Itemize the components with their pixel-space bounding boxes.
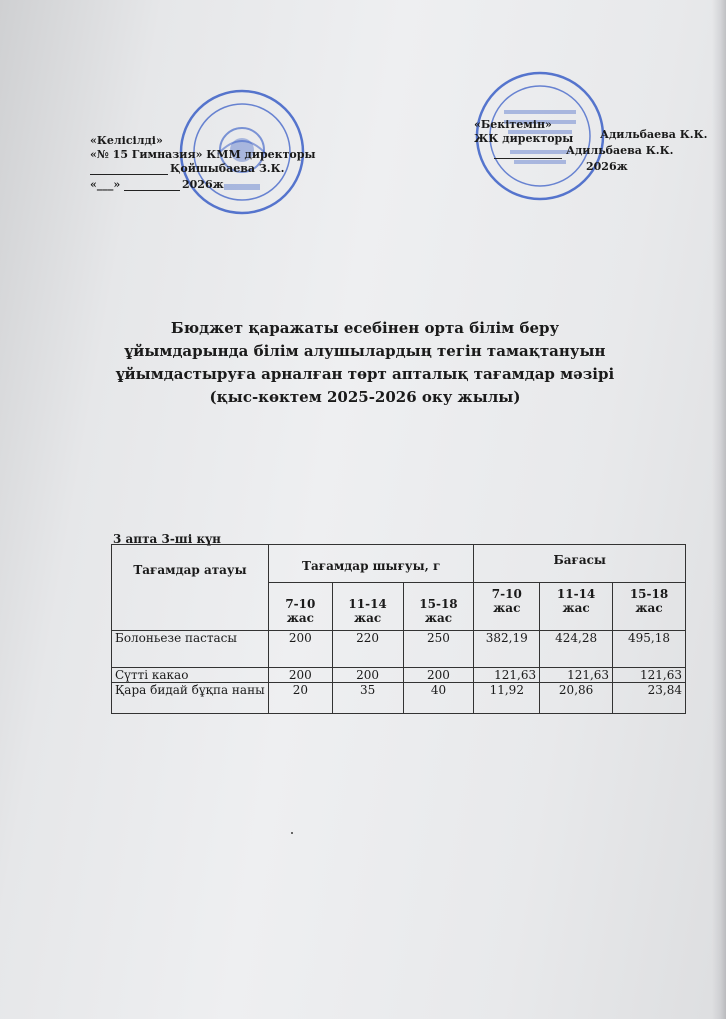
price-value: 382,19 (474, 631, 540, 668)
price-value: 424,28 (540, 631, 613, 668)
agreed-year: 2026ж (182, 178, 224, 191)
header-price: Бағасы (474, 545, 686, 583)
table-header-row (112, 545, 686, 583)
approved-signature-line (494, 146, 562, 159)
approved-director-name: Адильбаева К.К. (600, 128, 708, 141)
agreed-director-name: Қойшыбаева З.К. (170, 162, 285, 175)
age-group: 15-18 жас (403, 583, 474, 631)
age-group: 11-14 жас (540, 583, 613, 631)
output-value: 20 (269, 683, 333, 714)
week-day-label: 3 апта 3-ші күн (113, 532, 221, 546)
price-value: 11,92 (474, 683, 540, 714)
dish-name: Сүтті какао (112, 668, 269, 683)
agreed-day-blank: «___» (90, 178, 121, 191)
approved-label: «Бекітемін» (474, 118, 552, 131)
table-row (112, 668, 686, 683)
approved-director-name-2: Адильбаева К.К. (566, 144, 674, 157)
agreed-label: «Келісілді» (90, 134, 163, 147)
page-edge-shadow (712, 0, 726, 1019)
output-value: 250 (403, 631, 474, 668)
approved-director-line: ЖК директоры (474, 132, 574, 145)
agreed-month-line (124, 178, 180, 191)
header-dish-name: Тағамдар атауы (112, 545, 269, 631)
age-group: 15-18 жас (613, 583, 686, 631)
output-value: 220 (332, 631, 403, 668)
price-value: 495,18 (613, 631, 686, 668)
price-value: 121,63 (613, 668, 686, 683)
price-value: 23,84 (613, 683, 686, 714)
approved-year: 2026ж (586, 160, 628, 173)
table-row (112, 683, 686, 714)
output-value: 40 (403, 683, 474, 714)
table-row (112, 631, 686, 668)
document-title: Бюджет қаражаты есебінен орта білім беру ұйымдарында білім алушылардың тегін тамақтануын ұйымдастыруға арналған төрт апталық тағамдар мәзірі (қыс-көктем 2025-2026 оку жылы) (115, 319, 615, 406)
menu-table (111, 544, 686, 714)
agreed-director-line: «№ 15 Гимназия» КММ директоры (90, 148, 316, 161)
output-value: 200 (332, 668, 403, 683)
output-value: 200 (269, 668, 333, 683)
output-value: 35 (332, 683, 403, 714)
dish-name: Қара бидай бұқпа наны (112, 683, 269, 714)
age-group: 7-10 жас (269, 583, 333, 631)
agreed-signature-line (90, 162, 168, 175)
price-value: 121,63 (474, 668, 540, 683)
dish-name: Болоньезе пастасы (112, 631, 269, 668)
price-value: 121,63 (540, 668, 613, 683)
age-group: 7-10 жас (474, 583, 540, 631)
price-value: 20,86 (540, 683, 613, 714)
header-output: Тағамдар шығуы, г (269, 545, 474, 583)
age-group: 11-14 жас (332, 583, 403, 631)
output-value: 200 (403, 668, 474, 683)
output-value: 200 (269, 631, 333, 668)
stray-mark (291, 832, 293, 834)
